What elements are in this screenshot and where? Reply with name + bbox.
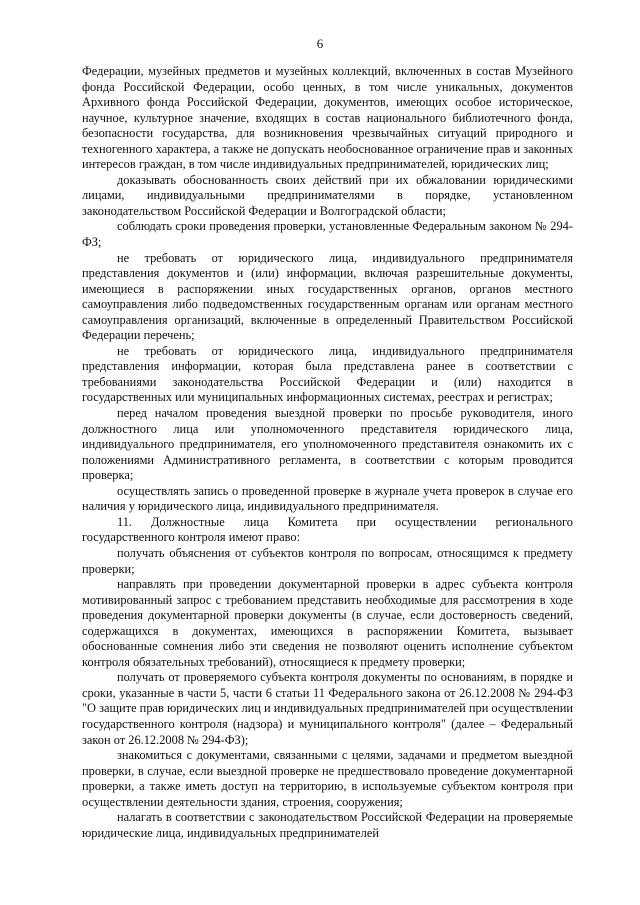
paragraph: налагать в соответствии с законодательством Российской Федерации на проверяемые юридические лица, индивидуальных предпринимателей	[82, 810, 573, 840]
paragraph: осуществлять запись о проведенной проверке в журнале учета проверок в случае его наличия у юридического лица, индивидуального предпринимателя.	[82, 483, 573, 514]
paragraph: получать объяснения от субъектов контроля по вопросам, относящимся к предмету проверки;	[82, 545, 573, 576]
section-heading-paragraph: 11. Должностные лица Комитета при осуществлении регионального государственного контроля имеют право:	[82, 514, 573, 545]
paragraph: доказывать обоснованность своих действий при их обжаловании юридическими лицами, индивидуальными предпринимателями в порядке, установленном законодательством Российской Федерации и Волгоградской области;	[82, 172, 573, 218]
paragraph: соблюдать сроки проведения проверки, установленные Федеральным законом № 294-ФЗ;	[82, 219, 573, 250]
paragraph: направлять при проведении документарной проверки в адрес субъекта контроля мотивированный запрос с требованием представить необходимые для рассмотрения в ходе проведения документарной проверки документы (в случае, если достоверность сведений, содержащихся в документах, имеющихся в распоряжении Комитета, вызывает обоснованные сомнения либо эти сведения не позволяют оценить исполнение субъектом контроля обязательных требований), относящиеся к предмету проверки;	[82, 577, 573, 669]
paragraph: не требовать от юридического лица, индивидуального предпринимателя представления информации, которая была представлена ранее в соответствии с требованиями законодательства Российской Федерации и (или) находится в государственных или муниципальных информационных системах, реестрах и регистрах;	[82, 343, 573, 405]
page-number: 6	[316, 36, 324, 51]
paragraph: перед началом проведения выездной проверки по просьбе руководителя, иного должностного лица или уполномоченного представителя юридического лица, индивидуального предпринимателя, его уполномоченного представителя ознакомить их с положениями Административного регламента, в соответствии с которым проводится проверка;	[82, 406, 573, 483]
paragraph: знакомиться с документами, связанными с целями, задачами и предметом выездной проверки, в случае, если выездной проверке не предшествовало проведение документарной проверки, а также иметь доступ на территорию, в используемые субъектом контроля при осуществлении деятельности здания, строения, сооружения;	[82, 748, 573, 809]
paragraph: не требовать от юридического лица, индивидуального предпринимателя представления документов и (или) информации, включая разрешительные документы, имеющиеся в распоряжении иных государственных органов, органов местного самоуправления либо подведомственных государственным органам или органам местного самоуправления организаций, включенные в определенный Правительством Российской Федерации перечень;	[82, 250, 573, 343]
paragraph: получать от проверяемого субъекта контроля документы по основаниям, в порядке и сроки, указанные в части 5, части 6 статьи 11 Федерального закона от 26.12.2008 № 294-ФЗ "О защите прав юридических лиц и индивидуальных предпринимателей при осуществлении государственного контроля (надзора) и муниципального контроля" (далее – Федеральный закон от 26.12.2008 № 294-ФЗ);	[82, 670, 573, 747]
document-body	[82, 64, 573, 841]
paragraph: Федерации, музейных предметов и музейных коллекций, включенных в состав Музейного фонда Российской Федерации, особо ценных, в том числе уникальных, документов Архивного фонда Российской Федерации, документов, имеющих особое историческое, научное, культурное значение, входящих в состав национального библиотечного фонда, безопасности государства, для возникновения чрезвычайных ситуаций природного и техногенного характера, а также не допускать необоснованное ограничение прав и законных интересов граждан, в том числе индивидуальных предпринимателей, юридических лиц;	[82, 64, 573, 172]
